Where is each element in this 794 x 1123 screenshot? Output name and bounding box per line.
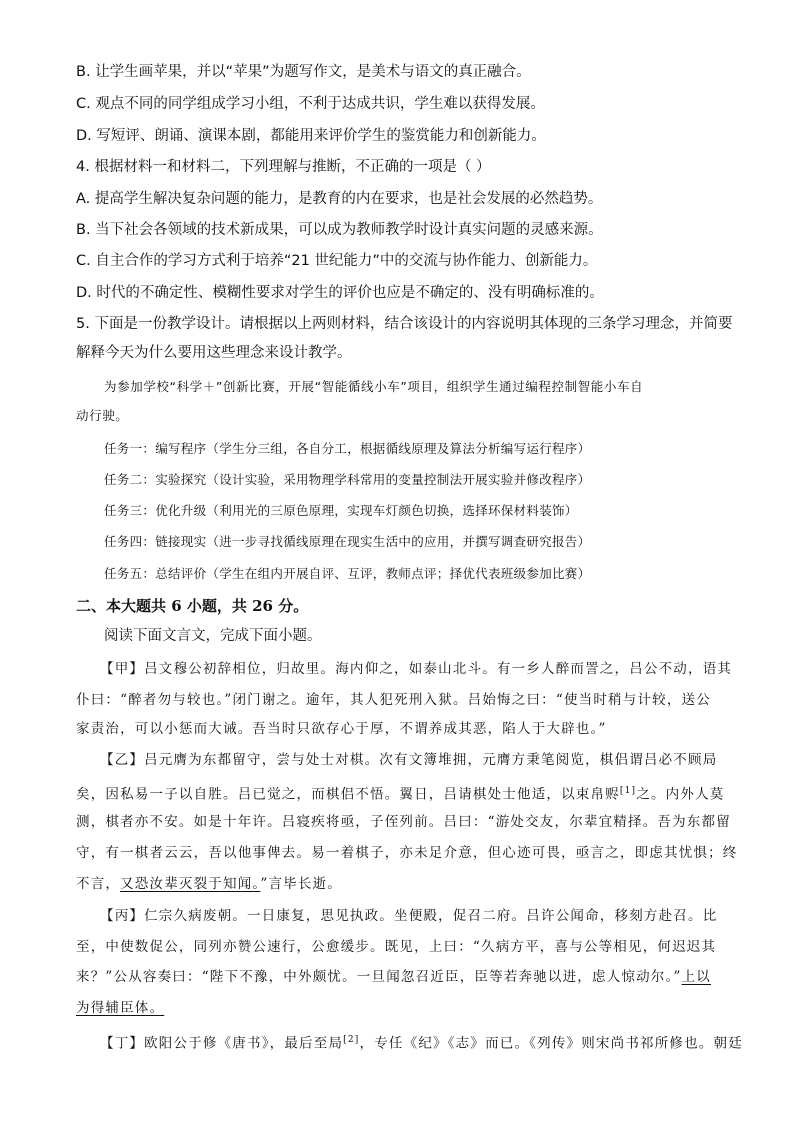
passage-yi-line2-text-b: 之。内外人莫 bbox=[636, 786, 725, 803]
design-task-2: 任务二：实验探究（设计实验，采用物理学科常用的变量控制法开展实验并修改程序） bbox=[104, 472, 591, 487]
q3-option-c: C. 观点不同的同学组成学习小组，不利于达成共识，学生难以获得发展。 bbox=[76, 96, 545, 112]
passage-yi-line1: 【乙】吕元膺为东都留守，尝与处士对棋。次有文簿堆拥，元膺方秉笔阅览，棋侣谓吕必不顾局 bbox=[100, 752, 718, 768]
passage-yi-line4: 守，有一棋者云云，吾以他事俾去。易一着棋子，亦未足介意，但心迹可畏，亟言之，即虑其忧惧；终 bbox=[76, 845, 738, 861]
design-task-1: 任务一：编写程序（学生分三组，各自分工，根据循线原理及算法分析编写运行程序） bbox=[104, 441, 591, 456]
underlined-sentence-bing-part2: 为得辅臣体。 bbox=[76, 1000, 165, 1016]
design-task-4: 任务四：链接现实（进一步寻找循线原理在现实生活中的应用，并撰写调查研究报告） bbox=[104, 534, 591, 549]
passage-jia-line3: 家责治，可以小惩而大诫。吾当时只欲存心于厚，不谓养成其恶，陷人于大辟也。” bbox=[76, 721, 607, 737]
q4-option-d: D. 时代的不确定性、模糊性要求对学生的评价也应是不确定的、没有明确标准的。 bbox=[76, 285, 604, 301]
passage-bing-line1: 【丙】仁宗久病废朝。一日康复，思见执政。坐便殿，促召二府。吕许公闻命，移刻方赴召。比 bbox=[100, 908, 718, 924]
underlined-sentence-bing-part1: 上以 bbox=[681, 969, 711, 985]
q4-option-b: B. 当下社会各领域的技术新成果，可以成为教师教学时设计真实问题的灵感来源。 bbox=[76, 222, 603, 238]
passage-ding-line1 bbox=[100, 1030, 743, 1054]
q3-option-b: B. 让学生画苹果，并以“苹果”为题写作文，是美术与语文的真正融合。 bbox=[76, 64, 531, 80]
q4-stem: 4. 根据材料一和材料二，下列理解与推断，不正确的一项是（ ） bbox=[76, 159, 491, 175]
passage-yi-line5 bbox=[76, 874, 342, 894]
q3-option-d: D. 写短评、朗诵、演课本剧，都能用来评价学生的鉴赏能力和创新能力。 bbox=[76, 128, 546, 144]
footnote-marker-2: [2] bbox=[343, 1035, 360, 1045]
design-intro-line2: 动行驶。 bbox=[76, 408, 129, 423]
passage-bing-line2: 至，中使数促公，同列亦赞公速行，公愈缓步。既见，上曰：“久病方平，喜与公等相见，何迟迟其 bbox=[76, 939, 717, 955]
passage-yi-line5-text-a: 不言， bbox=[76, 876, 121, 892]
q5-stem-line1: 5. 下面是一份教学设计。请根据以上两则材料，结合该设计的内容说明其体现的三条学习理念，并简要 bbox=[76, 316, 733, 332]
passage-yi-line2 bbox=[76, 781, 724, 805]
passage-yi-line5-text-b: ”言毕长逝。 bbox=[260, 876, 342, 892]
passage-bing-line3-text: 来？”公从容奏曰：“陛下不豫，中外颇忧。一旦闻忽召近臣，臣等若奔驰以进，虑人惊动尔。” bbox=[76, 969, 682, 985]
design-intro-line1: 为参加学校“科学＋”创新比赛，开展“智能循线小车”项目，组织学生通过编程控制智能小车自 bbox=[104, 379, 644, 394]
passage-yi-line2-text-a: 矣，因私易一子以自胜。吕已觉之，而棋侣不悟。翼日，吕请棋处士他适，以束帛赆 bbox=[76, 786, 620, 803]
q4-option-a: A. 提高学生解决复杂问题的能力，是教育的内在要求，也是社会发展的必然趋势。 bbox=[76, 191, 603, 207]
q5-stem-line2: 解释今天为什么要用这些理念来设计教学。 bbox=[76, 345, 352, 361]
passage-yi-line3: 测，棋者亦不安。如是十年许。吕寝疾将亟，子侄列前。吕曰：“游处交友，尔辈宜精择。吾为东都留 bbox=[76, 814, 731, 830]
section-heading: 二、本大题共 6 小题，共 26 分。 bbox=[76, 597, 309, 615]
footnote-marker-1: [1] bbox=[619, 786, 637, 796]
underlined-sentence-yi: 又恐汝辈灭裂于知闻。 bbox=[120, 876, 261, 892]
passage-ding-line1-text-b: ，专任《纪》《志》而已。《列传》则宋尚书祁所修也。朝廷 bbox=[359, 1035, 743, 1052]
passage-jia-line1: 【甲】吕文穆公初辞相位，归故里。海内仰之，如泰山北斗。有一乡人醉而詈之，吕公不动，语其 bbox=[100, 661, 733, 677]
passage-ding-line1-text-a: 【丁】欧阳公于修《唐书》，最后至局 bbox=[100, 1035, 344, 1052]
q4-option-c: C. 自主合作的学习方式利于培养“21 世纪能力”中的交流与协作能力、创新能力。 bbox=[76, 253, 598, 269]
section-instruction: 阅读下面文言文，完成下面小题。 bbox=[104, 628, 322, 644]
design-task-3: 任务三：优化升级（利用光的三原色原理，实现车灯颜色切换，选择环保材料装饰） bbox=[104, 503, 578, 518]
passage-bing-line3 bbox=[76, 967, 711, 987]
design-task-5: 任务五：总结评价（学生在组内开展自评、互评，教师点评；择优代表班级参加比赛） bbox=[104, 566, 591, 581]
passage-bing-line4 bbox=[76, 998, 164, 1018]
passage-jia-line2: 仆曰：“醉者勿与较也。”闭门谢之。逾年，其人犯死刑入狱。吕始悔之曰：“使当时稍与计较，送公 bbox=[76, 692, 711, 708]
